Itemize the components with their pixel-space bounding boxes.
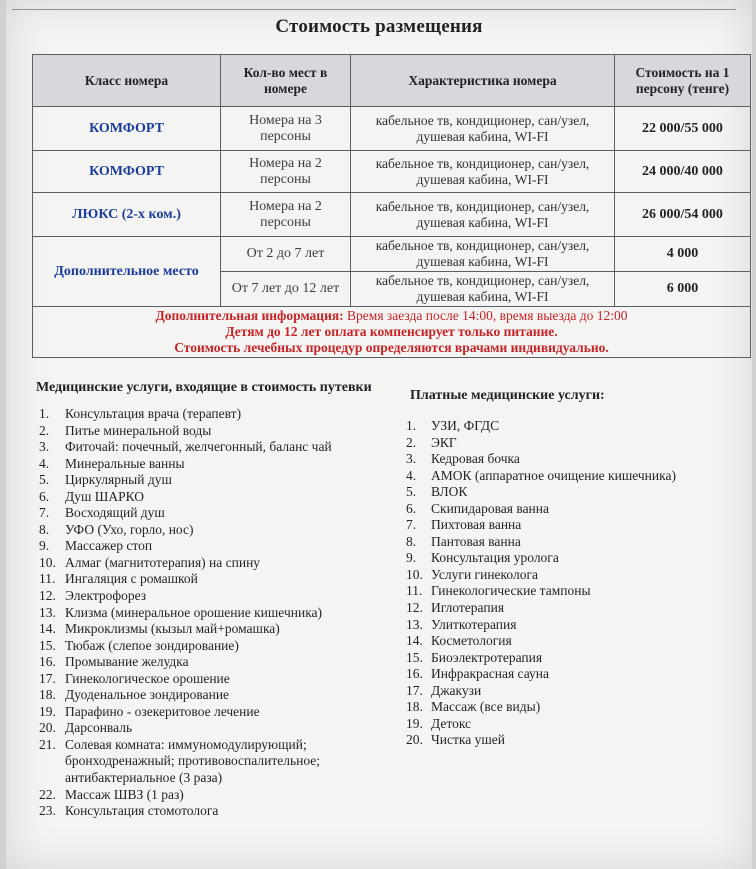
list-item-text: Консультация врача (терапевт) [65, 406, 242, 421]
places-cell: От 7 лет до 12 лет [221, 272, 351, 307]
list-item-text: Гинекологические тампоны [431, 583, 591, 599]
list-item [39, 571, 369, 588]
included-services-title: Медицинские услуги, входящие в стоимость путевки [36, 380, 372, 395]
list-item [406, 617, 726, 634]
table-row [33, 107, 751, 151]
list-item-number: 2. [39, 422, 50, 438]
list-item-text: Электрофорез [65, 588, 147, 604]
list-item [39, 472, 369, 489]
list-item-number: 17. [406, 682, 423, 698]
list-item [39, 538, 369, 555]
list-item [406, 732, 726, 749]
list-item-text: Массажер стоп [65, 538, 153, 554]
list-item-number: 8. [39, 521, 50, 537]
list-item-number: 16. [39, 654, 56, 670]
list-item-text: Парафино - озекеритовое лечение [65, 703, 260, 719]
list-item-number: 5. [39, 472, 50, 488]
list-item-number: 4. [406, 467, 417, 483]
list-item [39, 522, 369, 539]
list-item-text: Минеральные ванны [65, 455, 185, 471]
list-item-text: Ингаляция с ромашкой [65, 571, 198, 587]
list-item-number: 13. [406, 616, 423, 632]
cost-cell: 6 000 [615, 272, 751, 307]
info-label: Дополнительная информация: [155, 308, 344, 323]
table-row [33, 193, 751, 237]
list-item [39, 737, 369, 754]
list-item [39, 588, 369, 605]
features-cell: кабельное тв, кондиционер, сан/узел, душевая кабина, WI-FI [351, 193, 615, 237]
list-item-text: Тюбаж (слепое зондирование) [65, 637, 239, 653]
list-item-text: бронходренажный; противовоспалительное; [65, 753, 321, 769]
list-item [406, 451, 726, 468]
list-item-number: 15. [39, 637, 56, 653]
list-item-text: Клизма (минеральное орошение кишечника) [65, 604, 323, 620]
list-item [406, 666, 726, 683]
list-item-number: 12. [406, 600, 423, 616]
paid-services-title: Платные медицинские услуги: [410, 388, 605, 403]
list-item [406, 435, 726, 452]
list-item-number: 18. [39, 687, 56, 703]
list-item-number: 19. [39, 703, 56, 719]
list-item [406, 683, 726, 700]
list-item-text: Пантовая ванна [431, 533, 521, 549]
list-item-number: 20. [406, 732, 423, 748]
list-item-text: Улиткотерапия [431, 616, 517, 632]
list-item-number: 8. [406, 533, 417, 549]
cost-cell: 4 000 [615, 237, 751, 272]
list-item [39, 803, 369, 820]
info-procedures-text: Стоимость лечебных процедур определяются врачами индивидуально. [174, 340, 609, 355]
list-item-text: Дарсонваль [65, 720, 133, 736]
list-item-number: 19. [406, 715, 423, 731]
list-item-number [39, 770, 65, 787]
list-item-number: 3. [406, 451, 417, 467]
price-table [32, 54, 751, 358]
list-item-text: Инфракрасная сауна [431, 666, 549, 682]
list-item-text: УЗИ, ФГДС [431, 418, 500, 433]
list-item [406, 583, 726, 600]
table-header-row [33, 55, 751, 107]
list-item [39, 770, 369, 787]
list-item-text: ЭКГ [431, 434, 457, 450]
list-item [39, 753, 369, 770]
list-item-text: Микроклизмы (кызыл май+ромашка) [65, 621, 280, 637]
features-cell: кабельное тв, кондиционер, сан/узел, душевая кабина, WI-FI [351, 151, 615, 193]
list-item-text: Услуги гинеколога [431, 566, 538, 582]
list-item-text: антибактериальное (3 раза) [65, 770, 223, 786]
list-item-number: 23. [39, 803, 56, 819]
header-features: Характеристика номера [351, 55, 615, 107]
list-item-text: Массаж (все виды) [431, 699, 541, 715]
list-item-text: Консультация стомотолога [65, 803, 219, 819]
list-item-text: Кедровая бочка [431, 451, 520, 467]
list-item-number: 6. [406, 500, 417, 516]
list-item-number: 14. [39, 621, 56, 637]
list-item [39, 439, 369, 456]
list-item-text: ВЛОК [431, 484, 468, 500]
list-item-number: 7. [406, 517, 417, 533]
list-item-text: Консультация уролога [431, 550, 559, 566]
list-item-text: Солевая комната: иммуномодулирующий; [65, 736, 307, 752]
included-services-list [39, 406, 369, 820]
table-row [33, 151, 751, 193]
list-item-number: 18. [406, 699, 423, 715]
list-item [406, 633, 726, 650]
list-item [406, 468, 726, 485]
list-item-text: Детокс [431, 715, 472, 731]
places-cell: От 2 до 7 лет [221, 237, 351, 272]
features-cell: кабельное тв, кондиционер, сан/узел, душевая кабина, WI-FI [351, 107, 615, 151]
features-cell: кабельное тв, кондиционер, сан/узел, душевая кабина, WI-FI [351, 237, 615, 272]
list-item [406, 550, 726, 567]
list-item [406, 567, 726, 584]
places-cell: Номера на 2 персоны [221, 151, 351, 193]
list-item-text: Алмаг (магнитотерапия) на спину [65, 554, 261, 570]
list-item [39, 704, 369, 721]
list-item [39, 638, 369, 655]
list-item-number: 14. [406, 633, 423, 649]
list-item [406, 600, 726, 617]
list-item [406, 501, 726, 518]
list-item-number: 4. [39, 455, 50, 471]
list-item-number: 3. [39, 439, 50, 455]
info-row [33, 307, 751, 358]
list-item-number: 15. [406, 649, 423, 665]
list-item [39, 406, 369, 423]
list-item-number: 20. [39, 720, 56, 736]
list-item-text: Дуоденальное зондирование [65, 687, 230, 703]
list-item-text: Гинекологическое орошение [65, 670, 230, 686]
list-item-number [39, 753, 65, 770]
list-item [39, 720, 369, 737]
list-item-number: 22. [39, 786, 56, 802]
paid-services-list [406, 418, 726, 749]
list-item [39, 671, 369, 688]
list-item-number: 21. [39, 736, 56, 752]
list-item [39, 456, 369, 473]
list-item-text: Косметология [431, 633, 512, 649]
list-item-text: Питье минеральной воды [65, 422, 212, 438]
list-item-text: Промывание желудка [65, 654, 189, 670]
places-cell: Номера на 2 персоны [221, 193, 351, 237]
list-item-text: Фиточай: почечный, желчегонный, баланс чай [65, 439, 332, 455]
list-item [39, 621, 369, 638]
room-class-cell: КОМФОРТ [33, 107, 221, 151]
list-item [406, 484, 726, 501]
frame-line [12, 0, 736, 10]
list-item [406, 534, 726, 551]
list-item-number: 6. [39, 488, 50, 504]
list-item-number: 11. [39, 571, 56, 587]
header-places: Кол-во мест в номере [221, 55, 351, 107]
list-item-text: УФО (Ухо, горло, нос) [65, 521, 194, 537]
list-item-number: 11. [406, 583, 423, 599]
list-item [39, 505, 369, 522]
list-item-number: 13. [39, 604, 56, 620]
list-item [39, 654, 369, 671]
price-sheet [6, 0, 752, 869]
list-item [39, 687, 369, 704]
places-cell: Номера на 3 персоны [221, 107, 351, 151]
list-item [39, 787, 369, 804]
cost-cell: 26 000/54 000 [615, 193, 751, 237]
list-item [39, 423, 369, 440]
info-checkin-text: Время заезда после 14:00, время выезда до 12:00 [347, 308, 628, 323]
list-item-number: 16. [406, 666, 423, 682]
cost-cell: 22 000/55 000 [615, 107, 751, 151]
cost-cell: 24 000/40 000 [615, 151, 751, 193]
list-item-number: 2. [406, 434, 417, 450]
features-cell: кабельное тв, кондиционер, сан/узел, душевая кабина, WI-FI [351, 272, 615, 307]
list-item-text: Массаж ШВЗ (1 раз) [65, 786, 184, 802]
header-room-class: Класс номера [33, 55, 221, 107]
room-class-cell: КОМФОРТ [33, 151, 221, 193]
page-title: Стоимость размещения [275, 16, 483, 37]
list-item-number: 5. [406, 484, 417, 500]
list-item-text: АМОК (аппаратное очищение кишечника) [431, 467, 676, 483]
list-item-text: Скипидаровая ванна [431, 500, 549, 516]
list-item-number: 7. [39, 505, 50, 521]
list-item [39, 555, 369, 572]
list-item-text: Биоэлектротерапия [431, 649, 543, 665]
list-item-number: 17. [39, 670, 56, 686]
list-item [406, 699, 726, 716]
list-item [39, 605, 369, 622]
additional-info [33, 307, 751, 358]
room-class-cell: ЛЮКС (2-х ком.) [33, 193, 221, 237]
list-item-number: 9. [39, 538, 50, 554]
list-item [406, 418, 726, 435]
list-item-number: 1. [39, 406, 50, 421]
room-class-cell: Дополнительное место [33, 237, 221, 307]
list-item [406, 650, 726, 667]
list-item-text: Чистка ушей [431, 732, 505, 748]
list-item-text: Джакузи [431, 682, 482, 698]
list-item-text: Восходящий душ [65, 505, 165, 521]
list-item-number: 1. [406, 418, 417, 433]
list-item [39, 489, 369, 506]
header-cost: Стоимость на 1 персону (тенге) [615, 55, 751, 107]
list-item [406, 716, 726, 733]
list-item-number: 9. [406, 550, 417, 566]
table-row [33, 237, 751, 272]
list-item-number: 12. [39, 588, 56, 604]
list-item-number: 10. [39, 554, 56, 570]
list-item-text: Пихтовая ванна [431, 517, 522, 533]
info-children-text: Детям до 12 лет оплата компенсирует только питание. [225, 324, 558, 339]
list-item-text: Душ ШАРКО [65, 488, 145, 504]
list-item-text: Циркулярный душ [65, 472, 172, 488]
list-item-text: Иглотерапия [431, 600, 505, 616]
list-item [406, 517, 726, 534]
list-item-number: 10. [406, 566, 423, 582]
